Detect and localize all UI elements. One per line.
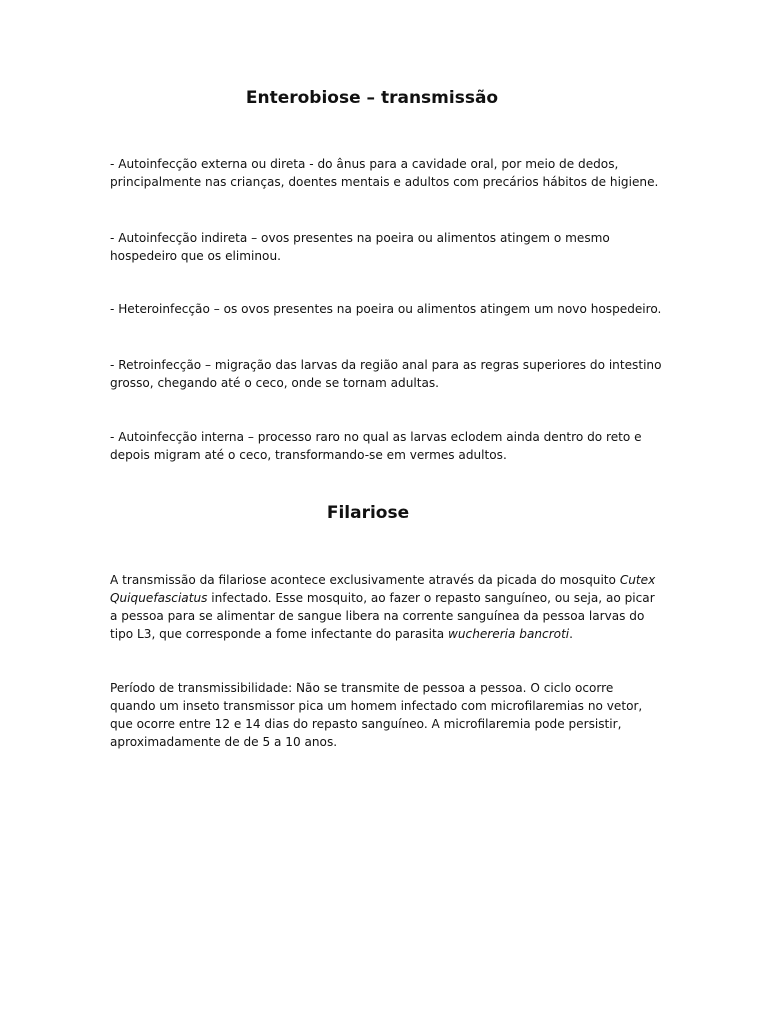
transmission-text-part1: A transmissão da filariose acontece exclusivamente através da picada do mosquito: [110, 573, 620, 587]
section-title-enterobiose: Enterobiose – transmissão: [245, 88, 499, 108]
transmission-text-part2: infectado. Esse mosquito, ao fazer o repasto sanguíneo, ou seja, ao picar a pessoa para se alimentar de sangue libera na corrente sanguínea da pessoa larvas do tipo L3, que corresponde a fome infectante do parasita: [110, 591, 655, 641]
paragraph-periodo-transmissibilidade: Período de transmissibilidade: Não se transmite de pessoa a pessoa. O ciclo ocorre quando um inseto transmissor pica um homem infectado com microfilaremias no vetor, que ocorre entre 12 e 14 dias do repasto sanguíneo. A microfilaremia pode persistir, aproximadamente de de 5 a 10 anos.: [110, 681, 643, 749]
paragraph-retroinfeccao: - Retroinfecção – migração das larvas da região anal para as regras superiores do intestino grosso, chegando até o ceco, onde se tornam adultas.: [110, 358, 662, 390]
paragraph-heteroinfeccao: - Heteroinfecção – os ovos presentes na poeira ou alimentos atingem um novo hospedeiro.: [110, 302, 662, 316]
species-name-cutex: Cutex Quiquefasciatus: [110, 573, 656, 605]
transmission-text-part3: .: [569, 627, 574, 641]
paragraph-autoinfeccao-interna: - Autoinfecção interna – processo raro no qual as larvas eclodem ainda dentro do reto e depois migram até o ceco, transformando-se em vermes adultos.: [110, 430, 642, 462]
section-title-filariose: Filariose: [326, 503, 410, 523]
species-name-wuchereria: wuchereria bancroti: [447, 627, 570, 641]
paragraph-autoinfeccao-indireta: - Autoinfecção indireta – ovos presentes na poeira ou alimentos atingem o mesmo hospedeiro que os eliminou.: [110, 231, 610, 263]
paragraph-filariose-transmissao: [110, 571, 662, 643]
paragraph-autoinfeccao-externa: - Autoinfecção externa ou direta - do ânus para a cavidade oral, por meio de dedos, principalmente nas crianças, doentes mentais e adultos com precários hábitos de higiene.: [110, 157, 659, 189]
